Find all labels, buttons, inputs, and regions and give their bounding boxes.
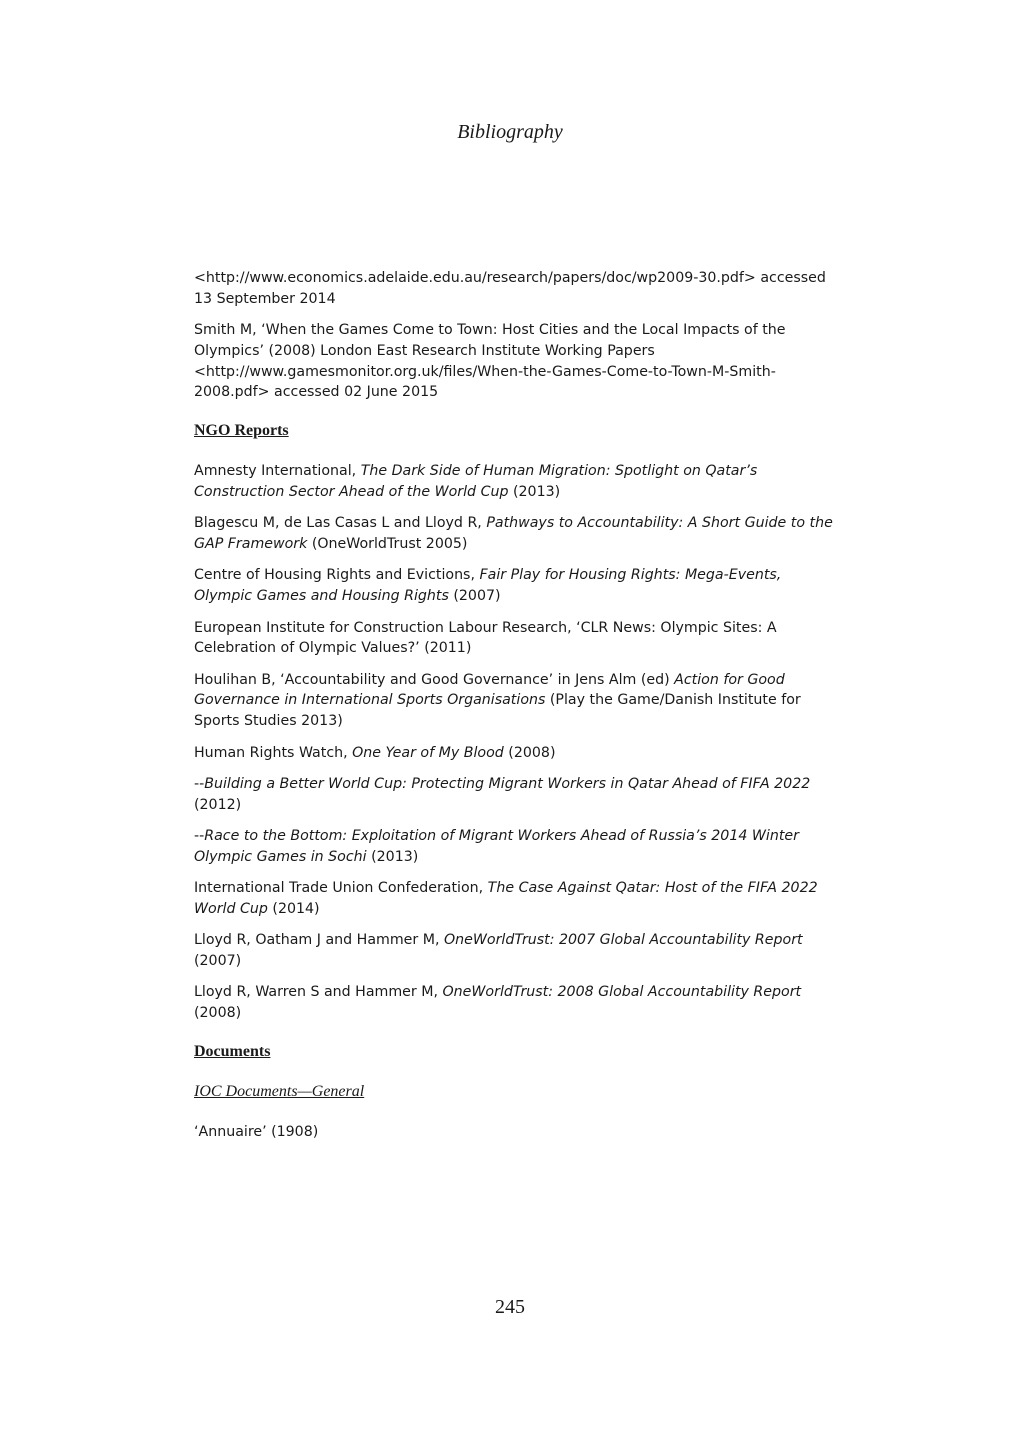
bibliography-entry: [194, 461, 834, 503]
entry-text: (2013): [508, 484, 561, 501]
bibliography-entry: [194, 268, 834, 310]
entry-title: The Case Against Qatar: Host of the FIFA 2022 World Cup: [194, 880, 818, 917]
entry-text: Centre of Housing Rights and Evictions,: [194, 567, 480, 584]
entry-title: OneWorldTrust: 2008 Global Accountability Report: [442, 984, 802, 1001]
entry-text: Blagescu M, de Las Casas L and Lloyd R,: [194, 515, 487, 532]
bibliography-entry: [194, 670, 834, 732]
entry-title: One Year of My Blood: [352, 744, 504, 761]
bibliography-body: [194, 268, 834, 1153]
entry-text: (2014): [267, 900, 320, 917]
entry-text: European Institute for Construction Labour Research, ‘CLR News: Olympic Sites: A Celebration of Olympic Values?’ (2011): [194, 619, 777, 657]
entry-text: (OneWorldTrust 2005): [307, 536, 468, 553]
entry-text: --: [194, 827, 205, 844]
entry-text: ‘Annuaire’ (1908): [194, 1123, 319, 1140]
entry-text: Human Rights Watch,: [194, 744, 353, 761]
section-heading-ngo-reports: NGO Reports: [194, 422, 289, 440]
continued-entries: [194, 268, 834, 403]
page-number: 245: [495, 1296, 525, 1318]
bibliography-entry: [194, 320, 834, 403]
entry-text: (2008): [194, 1005, 242, 1022]
bibliography-entry: [194, 618, 834, 660]
entry-text: Lloyd R, Oatham J and Hammer M,: [194, 932, 444, 949]
entry-text: (2013): [366, 848, 419, 865]
entry-text: Smith M, ‘When the Games Come to Town: Host Cities and the Local Impacts of the Olympics’ (2008) London East Research Institute Working Papers <http://www.gamesmonitor.org.uk/files/When-the-Games-Come-to-Town-M-Smith-2008.pdf> accessed 02 June 2015: [194, 322, 786, 401]
entry-text: (2007): [448, 588, 501, 605]
bibliography-entry: [194, 930, 834, 972]
entry-title: Race to the Bottom: Exploitation of Migrant Workers Ahead of Russia’s 2014 Winter Olympic Games in Sochi: [194, 827, 799, 865]
entry-title: Building a Better World Cup: Protecting Migrant Workers in Qatar Ahead of FIFA 2022: [204, 775, 811, 792]
entry-text: (2008): [503, 744, 556, 761]
entry-text: Houlihan B, ‘Accountability and Good Governance’ in Jens Alm (ed): [194, 671, 675, 688]
entry-text: Amnesty International,: [194, 463, 361, 480]
entry-text: (Play the Game/Danish Institute for Sports Studies 2013): [194, 692, 801, 730]
entry-title: OneWorldTrust: 2007 Global Accountability Report: [444, 932, 803, 949]
ngo-reports-list: [194, 461, 834, 1024]
entry-text: International Trade Union Confederation,: [194, 880, 488, 897]
subheading-ioc-documents-general: IOC Documents—General: [194, 1082, 365, 1100]
bibliography-entry: [194, 878, 834, 920]
entry-text: Lloyd R, Warren S and Hammer M,: [194, 984, 443, 1001]
bibliography-entry: [194, 826, 834, 868]
bibliography-entry: [194, 565, 834, 607]
entry-title: Fair Play for Housing Rights: Mega-Events, Olympic Games and Housing Rights: [194, 567, 782, 605]
entry-title: The Dark Side of Human Migration: Spotlight on Qatar’s Construction Sector Ahead of the World Cup: [194, 463, 758, 501]
entry-text: --: [194, 775, 205, 792]
entry-text: (2007): [194, 952, 242, 969]
ioc-documents-list: [194, 1122, 834, 1143]
entry-title: Action for Good Governance in International Sports Organisations: [194, 671, 785, 709]
bibliography-entry: [194, 774, 834, 816]
entry-text: <http://www.economics.adelaide.edu.au/research/papers/doc/wp2009-30.pdf> accessed 13 September 2014: [194, 270, 826, 307]
running-header: Bibliography: [457, 121, 563, 143]
bibliography-entry: [194, 1122, 834, 1143]
bibliography-entry: [194, 982, 834, 1024]
section-heading-documents: Documents: [194, 1042, 271, 1060]
bibliography-entry: [194, 513, 834, 555]
bibliography-entry: [194, 743, 834, 764]
entry-text: (2012): [194, 796, 242, 813]
entry-title: Pathways to Accountability: A Short Guide to the GAP Framework: [194, 515, 833, 553]
